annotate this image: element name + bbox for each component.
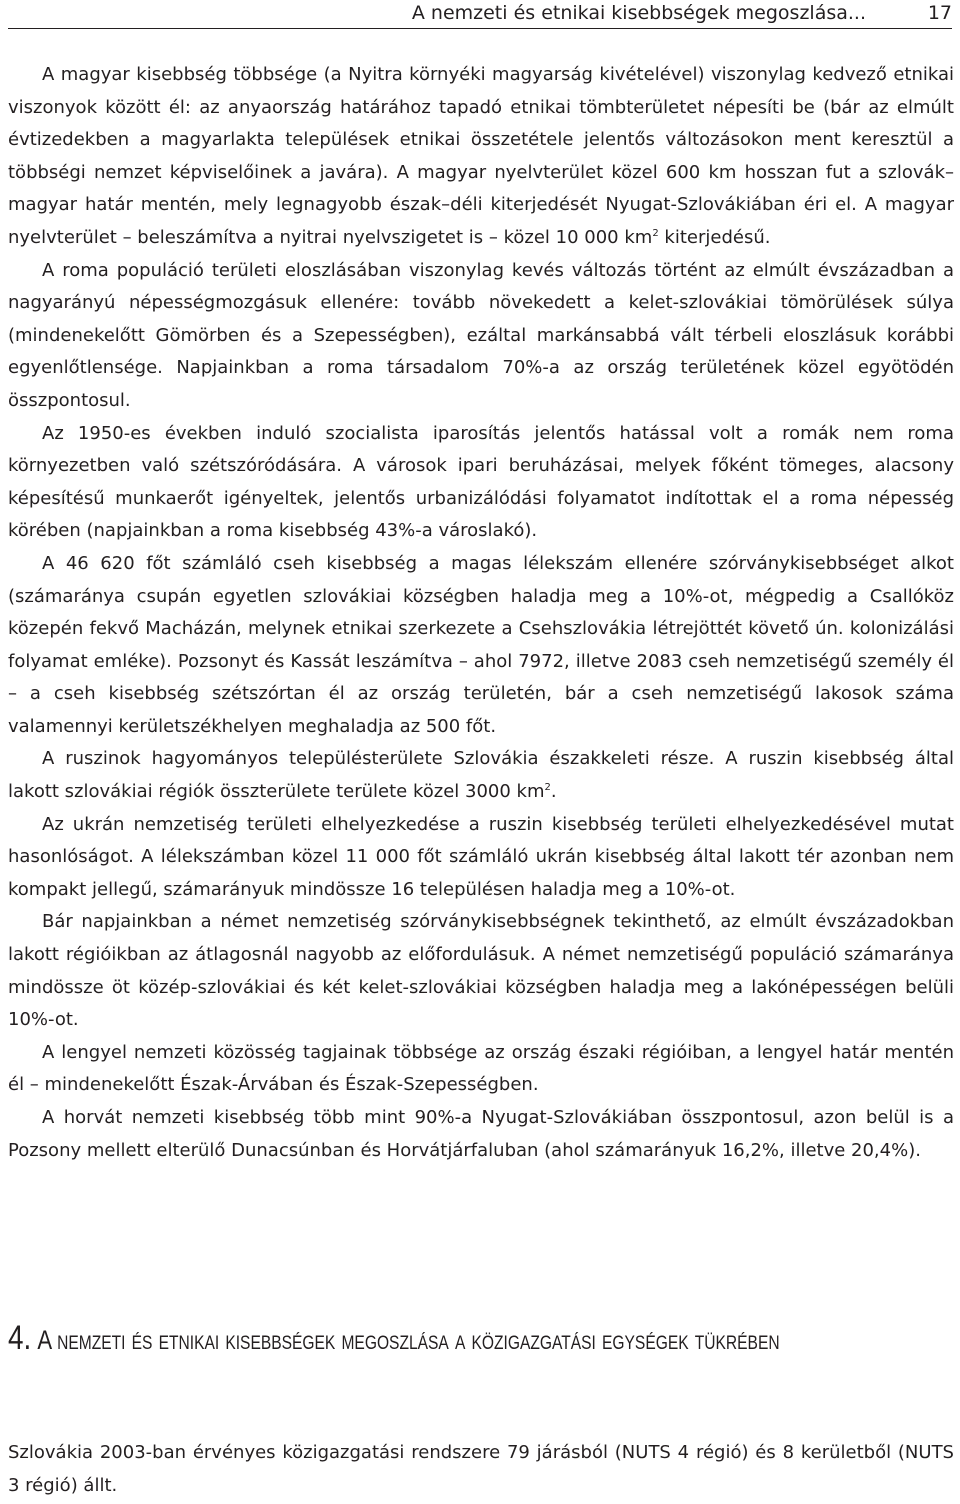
paragraph-german-minority: Bár napjainkban a német nemzetiség szórványkisebbségnek tekinthető, az elmúlt évszázadokban lakott régióikban az átlagosnál nagyobb az előfordulásuk. A német nemzetiségű populáció számaránya mindössze öt közép-szlovákiai és két kelet-szlovákiai községben haladja meg a lakónépességen belüli 10%-ot. — [8, 911, 954, 1031]
paragraph-roma-industrialization: Az 1950-es években induló szocialista iparosítás jelentős hatással volt a romák nem roma környezetben való szétszóródására. A városok ipari beruházásai, melyek főként tömeges, alacsony képesítésű munkaerőt igényeltek, jelentős urbanizálódási folyamatot indítottak el a roma népesség körében (napjainkban a roma kisebbség 43%-a városlakó). — [8, 422, 954, 542]
paragraph-rusyn-minority: A ruszinok hagyományos településterülete Szlovákia északkeleti része. A ruszin kisebbség által lakott szlovákiai régiók összterülete területe közel 3000 $km^2$. — [8, 748, 954, 803]
section-title: A nemzeti és etnikai kisebbségek megoszlása a közigazgatási egységek tükrében — [37, 1325, 780, 1355]
paragraph-czech-minority: A 46 620 főt számláló cseh kisebbség a magas lélekszám ellenére szórványkisebbséget alkot (számaránya csupán egyetlen szlovákiai községben haladja meg a 10%-ot, mégpedig a Csallóköz közepén fekvő Macházán, melynek etnikai szerkezete a Csehszlovákia létrejöttét követő ún. kolonizálási folyamat emléke). Pozsonyt és Kassát leszámítva – ahol 7972, illetve 2083 cseh nemzetiségű személy él – a cseh kisebbség szétszórtan él az ország területén, bár a cseh nemzetiségű lakosok száma valamennyi kerületszékhelyen meghaladja az 500 főt. — [8, 552, 954, 737]
body-text — [8, 59, 954, 1167]
section-heading — [8, 1316, 951, 1362]
running-header-title: A nemzeti és etnikai kisebbségek megoszlása... — [411, 2, 866, 24]
section-intro — [8, 1436, 954, 1502]
page-number: 17 — [927, 2, 952, 24]
paragraph-croatian-minority: A horvát nemzeti kisebbség több mint 90%-a Nyugat-Szlovákiában összpontosul, azon belül is a Pozsony mellett elterülő Dunacsúnban és Horvátjárfaluban (ahol számarányuk 16,2%, illetve 20,4%). — [8, 1107, 954, 1161]
header-rule — [8, 28, 952, 29]
paragraph-hungarian-minority: A magyar kisebbség többsége (a Nyitra környéki magyarság kivételével) viszonylag kedvező etnikai viszonyok között él: az anyaország határához tapadó etnikai tömbterületet népesíti be (bár az elmúlt évtizedekben a magyarlakta települések etnikai összetétele jelentős változásokon ment keresztül a többségi nemzet képviselőinek a javára). A magyar nyelvterület közel 600 km hosszan fut a szlovák–magyar határ mentén, mely legnagyobb észak–déli kiterjedését Nyugat-Szlovákiában éri el. A magyar nyelvterület – beleszámítva a nyitrai nyelvszigetet is – közel 10 000 $km^2$ kiterjedésű. — [8, 64, 954, 248]
section-number: 4. — [8, 1319, 32, 1357]
running-header — [0, 0, 960, 28]
paragraph-ukrainian-minority: Az ukrán nemzetiség területi elhelyezkedése a ruszin kisebbség területi elhelyezkedésével mutat hasonlóságot. A lélekszámban közel 11 000 főt számláló ukrán kisebbség által lakott tér azonban nem kompakt jellegű, számarányuk mindössze 16 településen haladja meg a 10%-ot. — [8, 813, 954, 900]
superscript: 2 — [544, 782, 551, 794]
paragraph-roma-distribution: A roma populáció területi eloszlásában viszonylag kevés változás történt az elmúlt évszázadban a nagyarányú népességmozgásuk ellenére: tovább növekedett a kelet-szlovákiai tömörülések súlya (mindenekelőtt Gömörben és a Szepességben), ezáltal markánsabbá vált térbeli eloszlásuk korábbi egyenlőtlensége. Napjainkban a roma társadalom 70%-a az ország területének közel egyötödén összpontosul. — [8, 259, 954, 411]
paragraph-administrative-system: Szlovákia 2003-ban érvényes közigazgatási rendszere 79 járásból (NUTS 4 régió) és 8 kerületből (NUTS 3 régió) állt. — [8, 1442, 954, 1496]
superscript: 2 — [652, 227, 659, 239]
paragraph-polish-minority: A lengyel nemzeti közösség tagjainak többsége az ország északi régióiban, a lengyel határ mentén él – mindenekelőtt Észak-Árvában és Észak-Szepességben. — [8, 1041, 954, 1096]
